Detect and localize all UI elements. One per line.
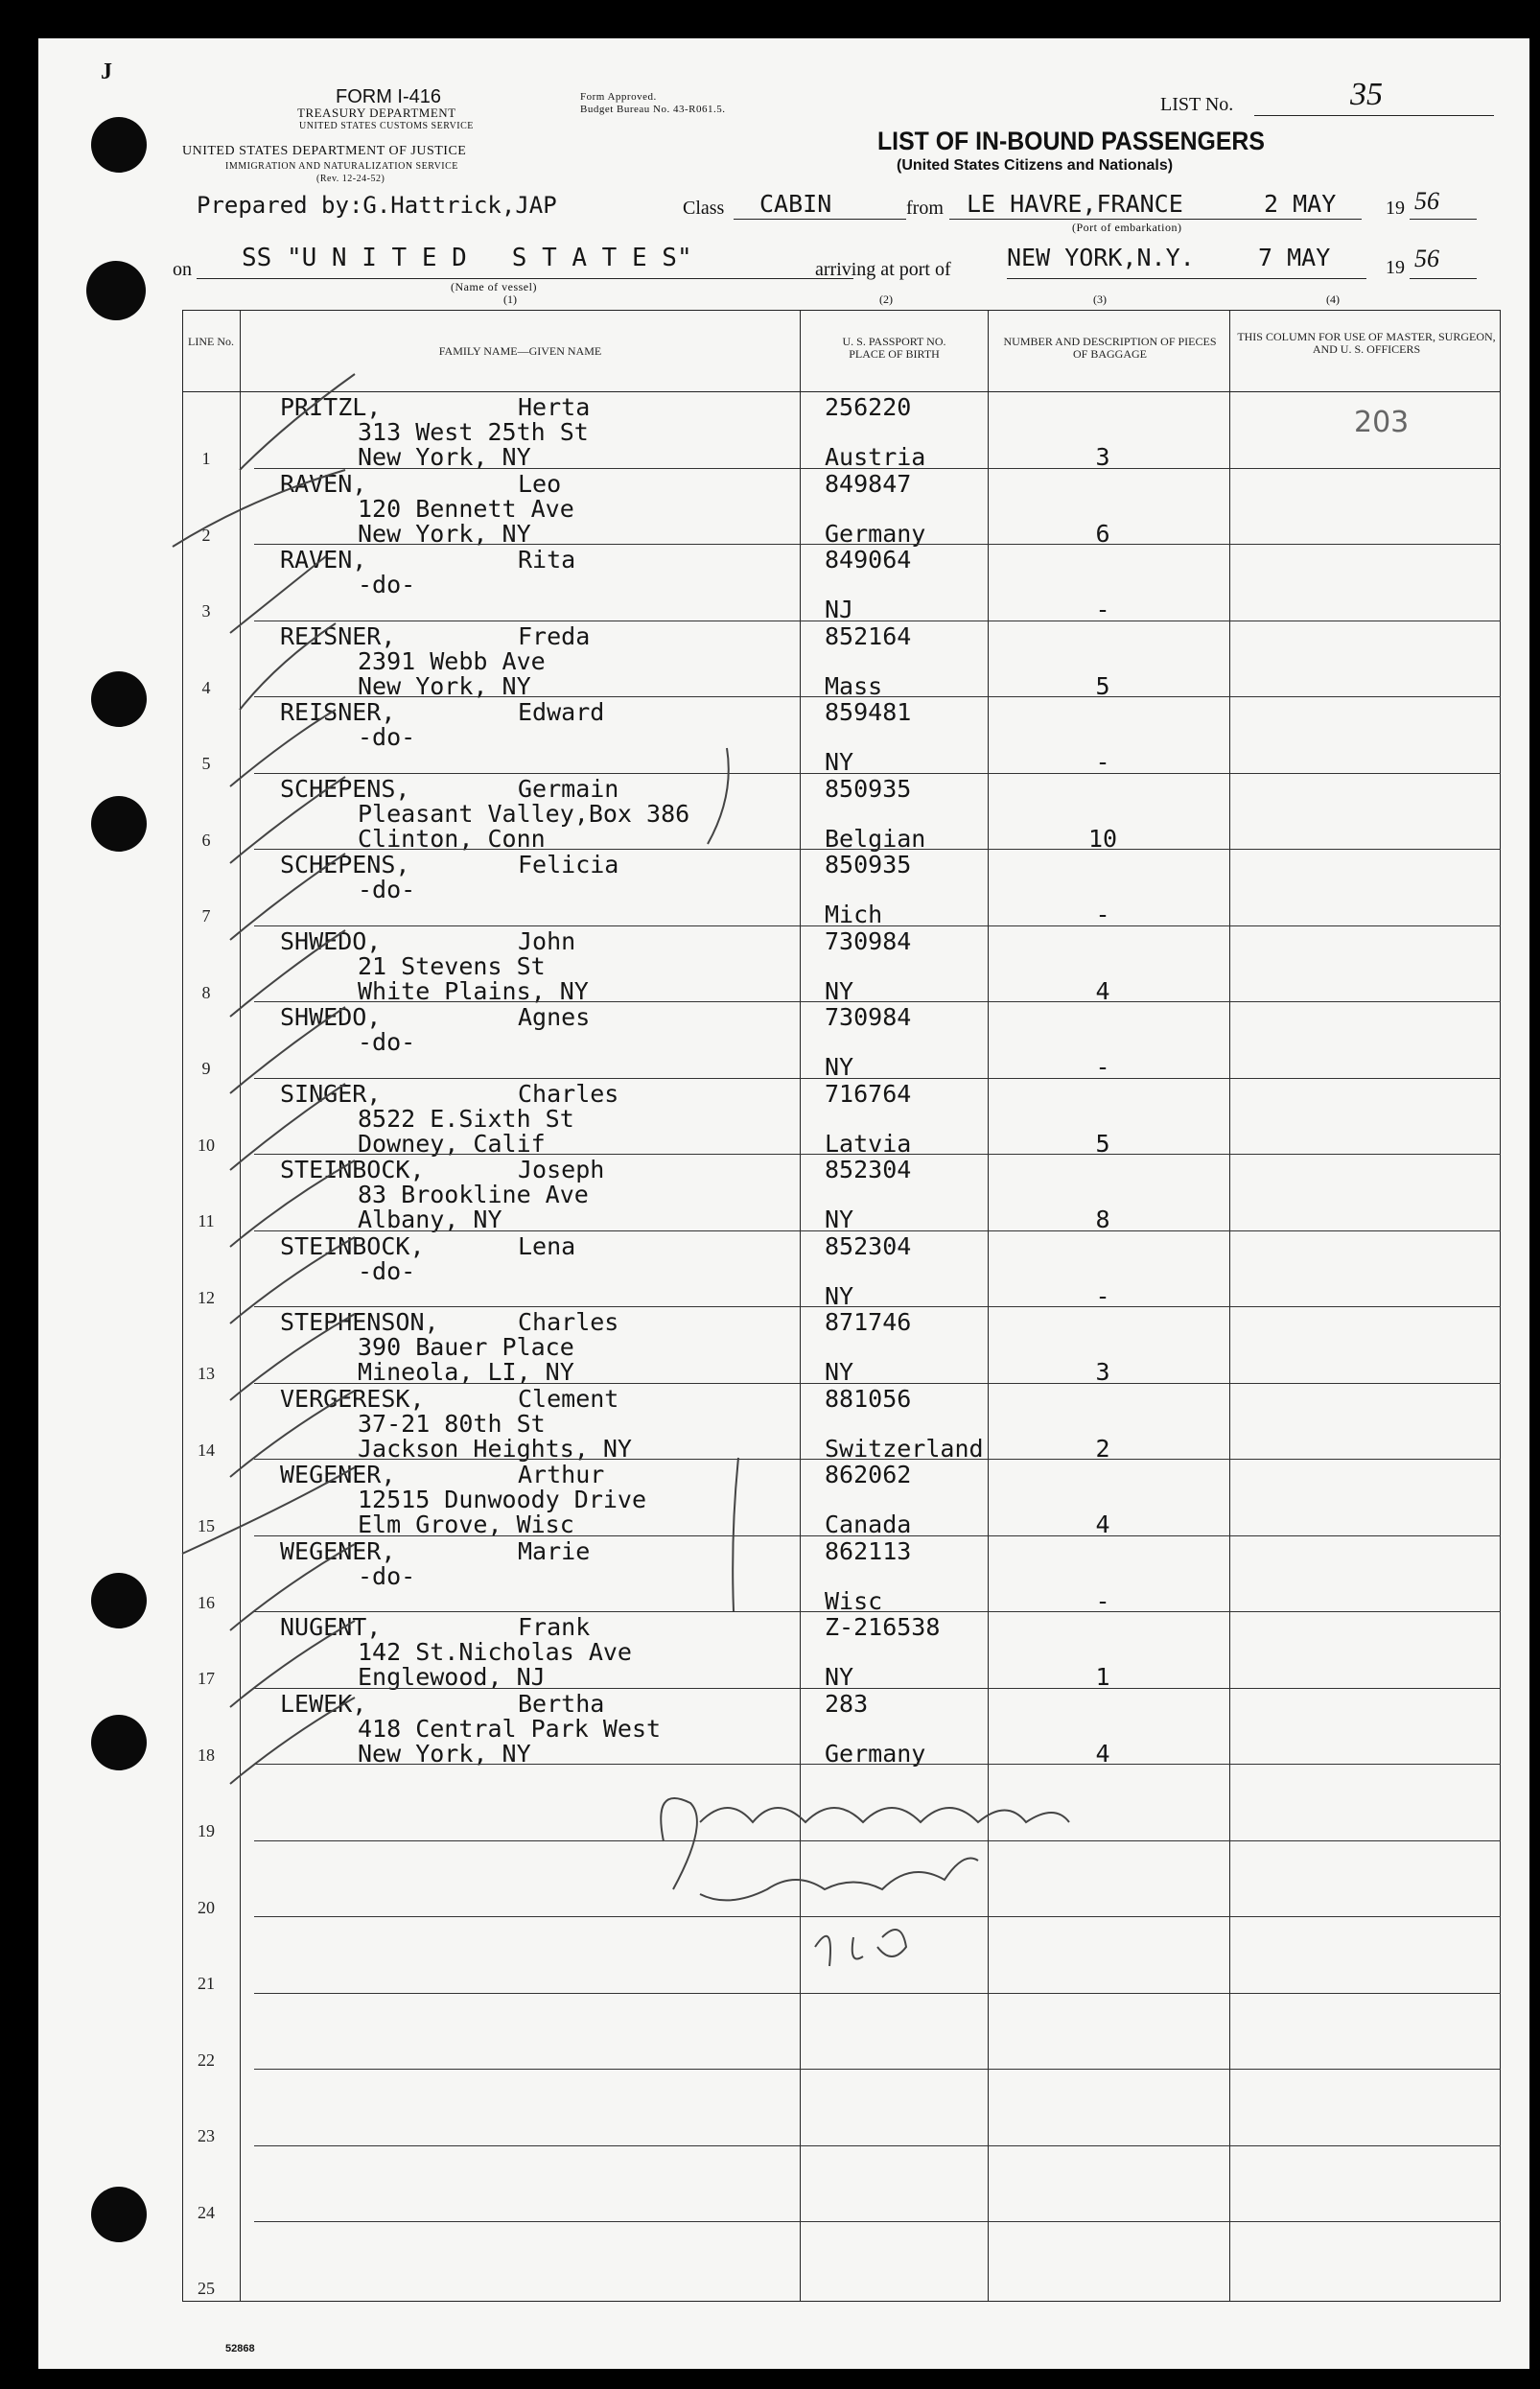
header-passport: U. S. PASSPORT NO. PLACE OF BIRTH bbox=[842, 335, 946, 361]
passenger-passport: 852164 bbox=[825, 621, 912, 650]
officer-note: 203 bbox=[1354, 406, 1410, 439]
line-number: 13 bbox=[198, 1364, 215, 1383]
justice-dept: UNITED STATES DEPARTMENT OF JUSTICE bbox=[182, 144, 467, 158]
passenger-baggage: 4 bbox=[1095, 1739, 1110, 1768]
passenger-family-name: LEWEK, bbox=[280, 1689, 367, 1718]
passenger-passport: 871746 bbox=[825, 1308, 912, 1336]
passenger-baggage: - bbox=[1095, 1053, 1110, 1081]
col-num-3: (3) bbox=[1093, 293, 1107, 306]
passenger-family-name: SCHEPENS, bbox=[280, 851, 410, 878]
passenger-address-line2: Jackson Heights, NY bbox=[358, 1434, 632, 1463]
passenger-address-line1: -do- bbox=[358, 876, 416, 903]
line-number: 18 bbox=[198, 1745, 215, 1765]
passenger-baggage: 4 bbox=[1095, 976, 1110, 1005]
passenger-passport: 849847 bbox=[825, 469, 912, 498]
line-number: 16 bbox=[198, 1592, 215, 1612]
passenger-birthplace: Germany bbox=[825, 519, 926, 548]
treasury-dept: TREASURY DEPARTMENT bbox=[297, 105, 456, 120]
line-number: 2 bbox=[201, 525, 211, 545]
passenger-baggage: 3 bbox=[1095, 443, 1110, 471]
passenger-baggage: - bbox=[1095, 901, 1110, 928]
line-number: 17 bbox=[198, 1669, 215, 1688]
line-number: 4 bbox=[201, 677, 211, 697]
embarkation-port: LE HAVRE,FRANCE bbox=[967, 190, 1183, 218]
passenger-address-line1: Pleasant Valley,Box 386 bbox=[358, 799, 690, 828]
passenger-passport: 256220 bbox=[825, 393, 912, 421]
passenger-baggage: 4 bbox=[1095, 1511, 1110, 1538]
passenger-given-name: Lena bbox=[518, 1231, 576, 1260]
passenger-birthplace: Latvia bbox=[825, 1129, 912, 1158]
passenger-baggage: - bbox=[1095, 1281, 1110, 1310]
line-number: 24 bbox=[198, 2202, 215, 2222]
passenger-family-name: WEGENER, bbox=[280, 1461, 396, 1488]
passenger-birthplace: Mich bbox=[825, 901, 883, 928]
arrival-date: 7 MAY bbox=[1258, 244, 1331, 271]
arriving-label: arriving at port of bbox=[815, 259, 951, 280]
passenger-family-name: SCHEPENS, bbox=[280, 774, 410, 803]
header-officers: THIS COLUMN FOR USE OF MASTER, SURGEON, AND U. S. OFFICERS bbox=[1237, 330, 1496, 356]
line-number: 8 bbox=[201, 982, 211, 1002]
page-title: LIST OF IN-BOUND PASSENGERS bbox=[877, 127, 1265, 155]
year-prefix-1: 19 bbox=[1386, 198, 1405, 219]
passenger-passport: 852304 bbox=[825, 1156, 912, 1183]
footer-code: 52868 bbox=[225, 2343, 255, 2354]
passenger-address-line2: Albany, NY bbox=[358, 1206, 502, 1233]
passenger-birthplace: NY bbox=[825, 976, 854, 1005]
passenger-birthplace: Canada bbox=[825, 1511, 912, 1538]
passenger-address-line1: 83 Brookline Ave bbox=[358, 1181, 589, 1208]
passenger-address-line1: 2391 Webb Ave bbox=[358, 646, 546, 675]
passenger-passport: 850935 bbox=[825, 774, 912, 803]
passenger-passport: 730984 bbox=[825, 1003, 912, 1031]
passenger-address-line1: -do- bbox=[358, 723, 416, 751]
passenger-birthplace: Mass bbox=[825, 671, 883, 700]
passenger-given-name: Edward bbox=[518, 698, 605, 726]
passenger-address-line2: Downey, Calif bbox=[358, 1129, 546, 1158]
passenger-given-name: Agnes bbox=[518, 1003, 591, 1031]
line-number: 9 bbox=[201, 1059, 211, 1078]
passenger-passport: 730984 bbox=[825, 926, 912, 955]
passenger-passport: 850935 bbox=[825, 851, 912, 878]
passenger-address-line1: 37-21 80th St bbox=[358, 1409, 546, 1438]
passenger-address-line1: 313 West 25th St bbox=[358, 418, 589, 446]
passenger-passport: 881056 bbox=[825, 1384, 912, 1413]
passenger-family-name: PRITZL, bbox=[280, 393, 382, 421]
passenger-given-name: Arthur bbox=[518, 1461, 605, 1488]
form-revision: (Rev. 12-24-52) bbox=[316, 174, 385, 184]
form-approved: Form Approved. bbox=[580, 91, 657, 103]
passenger-given-name: Herta bbox=[518, 393, 591, 421]
passenger-given-name: Clement bbox=[518, 1384, 619, 1413]
passenger-birthplace: NY bbox=[825, 748, 854, 776]
passenger-birthplace: NJ bbox=[825, 596, 854, 623]
col-num-4: (4) bbox=[1326, 293, 1340, 306]
passenger-family-name: NUGENT, bbox=[280, 1613, 382, 1641]
passenger-passport: 852304 bbox=[825, 1231, 912, 1260]
passenger-family-name: REISNER, bbox=[280, 698, 396, 726]
passenger-baggage: 3 bbox=[1095, 1358, 1110, 1386]
passenger-baggage: 10 bbox=[1087, 824, 1118, 853]
col-num-1: (1) bbox=[503, 293, 517, 306]
passenger-given-name: Bertha bbox=[518, 1689, 605, 1718]
arrival-year: 56 bbox=[1414, 245, 1439, 272]
passenger-address-line2: Elm Grove, Wisc bbox=[358, 1511, 574, 1538]
on-label: on bbox=[173, 259, 192, 280]
passenger-birthplace: Austria bbox=[825, 443, 926, 471]
passenger-given-name: Charles bbox=[518, 1308, 619, 1336]
port-caption: (Port of embarkation) bbox=[1072, 221, 1182, 234]
line-number: 12 bbox=[198, 1287, 215, 1307]
passenger-given-name: Leo bbox=[518, 469, 562, 498]
passenger-address-line1: 21 Stevens St bbox=[358, 951, 546, 980]
passenger-family-name: STEPHENSON, bbox=[280, 1308, 439, 1336]
line-number: 20 bbox=[198, 1897, 215, 1917]
vessel-caption: (Name of vessel) bbox=[451, 280, 537, 293]
passenger-address-line2: White Plains, NY bbox=[358, 976, 589, 1005]
passenger-family-name: RAVEN, bbox=[280, 546, 367, 574]
passenger-address-line2: New York, NY bbox=[358, 1739, 531, 1768]
passenger-address-line1: -do- bbox=[358, 571, 416, 598]
passenger-address-line2: Englewood, NJ bbox=[358, 1663, 546, 1691]
passenger-baggage: 2 bbox=[1095, 1434, 1110, 1463]
passenger-birthplace: Wisc bbox=[825, 1586, 883, 1615]
passenger-family-name: REISNER, bbox=[280, 621, 396, 650]
passenger-address-line1: 120 Bennett Ave bbox=[358, 494, 574, 523]
passenger-baggage: - bbox=[1095, 748, 1110, 776]
passenger-given-name: Charles bbox=[518, 1079, 619, 1108]
class-label: Class bbox=[683, 198, 725, 219]
list-number: 35 bbox=[1350, 77, 1383, 112]
from-label: from bbox=[906, 198, 944, 219]
passenger-birthplace: Belgian bbox=[825, 824, 926, 853]
header-baggage: NUMBER AND DESCRIPTION OF PIECES OF BAGGAGE bbox=[1003, 335, 1217, 361]
passenger-birthplace: NY bbox=[825, 1206, 854, 1233]
passenger-family-name: VERGERESK, bbox=[280, 1384, 425, 1413]
passenger-birthplace: NY bbox=[825, 1358, 854, 1386]
year-prefix-2: 19 bbox=[1386, 257, 1405, 278]
vessel-name: SS "U N I T E D S T A T E S" bbox=[242, 244, 692, 272]
passenger-address-line2: Mineola, LI, NY bbox=[358, 1358, 574, 1386]
passenger-baggage: 5 bbox=[1095, 671, 1110, 700]
passenger-family-name: STEINBOCK, bbox=[280, 1231, 425, 1260]
departure-date: 2 MAY bbox=[1264, 190, 1337, 218]
passenger-address-line1: 12515 Dunwoody Drive bbox=[358, 1486, 647, 1513]
passenger-birthplace: NY bbox=[825, 1053, 854, 1081]
line-number: 1 bbox=[201, 449, 211, 468]
passenger-given-name: Freda bbox=[518, 621, 591, 650]
passenger-address-line1: -do- bbox=[358, 1256, 416, 1285]
passenger-address-line2: New York, NY bbox=[358, 671, 531, 700]
passenger-baggage: 8 bbox=[1095, 1206, 1110, 1233]
line-number: 25 bbox=[198, 2279, 215, 2298]
passenger-given-name: Frank bbox=[518, 1613, 591, 1641]
departure-year: 56 bbox=[1414, 187, 1439, 215]
passenger-baggage: - bbox=[1095, 1586, 1110, 1615]
line-number: 11 bbox=[198, 1211, 215, 1230]
customs-service: UNITED STATES CUSTOMS SERVICE bbox=[299, 121, 474, 131]
passenger-address-line2: Clinton, Conn bbox=[358, 824, 546, 853]
passenger-passport: 859481 bbox=[825, 698, 912, 726]
manifest-page bbox=[38, 38, 1529, 2369]
passenger-passport: 849064 bbox=[825, 546, 912, 574]
line-number: 23 bbox=[198, 2126, 215, 2145]
passenger-baggage: 1 bbox=[1095, 1663, 1110, 1691]
passenger-address-line2: New York, NY bbox=[358, 443, 531, 471]
line-number: 5 bbox=[201, 754, 211, 773]
line-number: 7 bbox=[201, 906, 211, 925]
line-number: 3 bbox=[201, 601, 211, 621]
passenger-passport: 716764 bbox=[825, 1079, 912, 1108]
passenger-birthplace: Switzerland bbox=[825, 1434, 984, 1463]
line-number: 19 bbox=[198, 1821, 215, 1840]
header-line-no: LINE No. bbox=[188, 335, 234, 348]
passenger-given-name: Germain bbox=[518, 774, 619, 803]
line-number: 15 bbox=[198, 1516, 215, 1535]
passenger-family-name: STEINBOCK, bbox=[280, 1156, 425, 1183]
passenger-address-line1: 390 Bauer Place bbox=[358, 1333, 574, 1361]
passenger-family-name: SINGER, bbox=[280, 1079, 382, 1108]
passenger-family-name: SHWEDO, bbox=[280, 1003, 382, 1031]
pencil-marks bbox=[38, 38, 1529, 2369]
arrival-port: NEW YORK,N.Y. bbox=[1007, 244, 1195, 271]
line-number: 14 bbox=[198, 1440, 215, 1460]
passenger-birthplace: NY bbox=[825, 1281, 854, 1310]
passenger-address-line1: -do- bbox=[358, 1028, 416, 1056]
line-number: 22 bbox=[198, 2049, 215, 2070]
passenger-address-line1: 418 Central Park West bbox=[358, 1714, 662, 1743]
form-number: FORM I-416 bbox=[336, 86, 442, 107]
passenger-address-line1: 8522 E.Sixth St bbox=[358, 1104, 574, 1133]
page-subtitle: (United States Citizens and Nationals) bbox=[897, 157, 1174, 174]
passenger-given-name: Rita bbox=[518, 546, 576, 574]
prepared-by: Prepared by:G.Hattrick,JAP bbox=[197, 192, 557, 219]
passenger-passport: 862062 bbox=[825, 1461, 912, 1488]
passenger-birthplace: NY bbox=[825, 1663, 854, 1691]
passenger-passport: Z-216538 bbox=[825, 1613, 941, 1641]
passenger-address-line1: -do- bbox=[358, 1561, 416, 1590]
class-value: CABIN bbox=[759, 190, 832, 218]
passenger-baggage: 6 bbox=[1095, 519, 1110, 548]
passenger-family-name: RAVEN, bbox=[280, 469, 367, 498]
passenger-family-name: WEGENER, bbox=[280, 1536, 396, 1565]
passenger-passport: 283 bbox=[825, 1689, 869, 1718]
passenger-baggage: - bbox=[1095, 596, 1110, 623]
passenger-baggage: 5 bbox=[1095, 1129, 1110, 1158]
passenger-given-name: John bbox=[518, 926, 576, 955]
passenger-birthplace: Germany bbox=[825, 1739, 926, 1768]
line-number: 21 bbox=[198, 1974, 215, 1993]
line-number: 10 bbox=[198, 1135, 215, 1155]
passenger-address-line2: New York, NY bbox=[358, 519, 531, 548]
passenger-given-name: Felicia bbox=[518, 851, 619, 878]
line-number: 6 bbox=[201, 830, 211, 850]
corner-mark: J bbox=[101, 59, 112, 84]
passenger-family-name: SHWEDO, bbox=[280, 926, 382, 955]
passenger-address-line1: 142 St.Nicholas Ave bbox=[358, 1638, 632, 1666]
list-no-label: LIST No. bbox=[1160, 94, 1234, 115]
ins-service: IMMIGRATION AND NATURALIZATION SERVICE bbox=[225, 161, 458, 172]
passenger-given-name: Marie bbox=[518, 1536, 591, 1565]
budget-bureau: Budget Bureau No. 43-R061.5. bbox=[580, 104, 726, 115]
header-name: FAMILY NAME—GIVEN NAME bbox=[438, 344, 602, 358]
col-num-2: (2) bbox=[879, 293, 893, 306]
passenger-given-name: Joseph bbox=[518, 1156, 605, 1183]
passenger-passport: 862113 bbox=[825, 1536, 912, 1565]
